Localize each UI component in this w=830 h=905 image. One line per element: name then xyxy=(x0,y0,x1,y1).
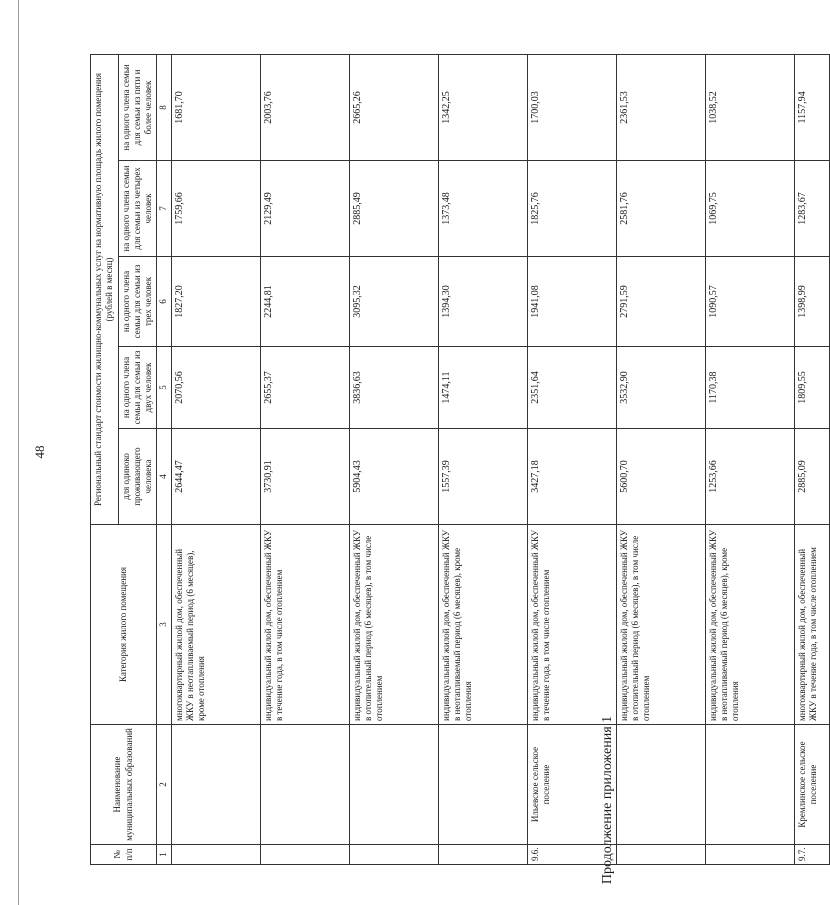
value-family-4: 1283,67 xyxy=(794,161,829,257)
value-family-5plus: 1038,52 xyxy=(705,54,794,160)
column-index: 7 xyxy=(157,161,171,257)
value-single: 1557,39 xyxy=(438,429,527,525)
value-family-4: 1825,76 xyxy=(527,161,616,257)
housing-category: индивидуальный жилой дом, обеспеченный ЖКУ в неотапливаемый период (6 месяцев), кроме отопления xyxy=(438,525,527,725)
table-row xyxy=(616,54,705,864)
column-index: 6 xyxy=(157,257,171,347)
header-col4: для одиноко проживающего человека xyxy=(118,429,157,525)
value-family-2: 3532,90 xyxy=(616,347,705,429)
value-family-5plus: 2003,76 xyxy=(260,54,349,160)
table-row xyxy=(794,54,829,864)
row-number xyxy=(438,845,527,865)
row-number: 9.6. xyxy=(527,845,616,865)
municipality-name: Кремлинское сельское поселение xyxy=(794,725,829,845)
value-family-3: 1941,08 xyxy=(527,257,616,347)
value-family-4: 1069,75 xyxy=(705,161,794,257)
column-index: 3 xyxy=(157,525,171,725)
value-family-4: 2885,49 xyxy=(349,161,438,257)
housing-category: индивидуальный жилой дом, обеспеченный ЖКУ в течение года, в том числе отоплением xyxy=(260,525,349,725)
column-index-row xyxy=(157,54,171,864)
table-row xyxy=(527,54,616,864)
value-single: 2644,47 xyxy=(171,429,260,525)
column-index: 5 xyxy=(157,347,171,429)
value-family-3: 1398,99 xyxy=(794,257,829,347)
header-col8: на одного члена семьи для семьи из пяти и более человек xyxy=(118,54,157,160)
table-row xyxy=(349,54,438,864)
value-family-2: 3836,63 xyxy=(349,347,438,429)
value-family-4: 1373,48 xyxy=(438,161,527,257)
column-index: 1 xyxy=(157,845,171,865)
table-row xyxy=(260,54,349,864)
value-family-3: 1090,57 xyxy=(705,257,794,347)
header-col7: на одного члена семьи для семьи из четырех человек xyxy=(118,161,157,257)
column-index: 2 xyxy=(157,725,171,845)
header-col6: на одного члена семьи для семьи из трех человек xyxy=(118,257,157,347)
housing-category: многоквартирный жилой дом, обеспеченный ЖКУ в течение года, в том числе отоплением xyxy=(794,525,829,725)
value-single: 2885,09 xyxy=(794,429,829,525)
value-family-2: 1170,38 xyxy=(705,347,794,429)
municipality-name xyxy=(171,725,260,845)
value-family-3: 2244,81 xyxy=(260,257,349,347)
header-category: Категория жилого помещения xyxy=(91,525,157,725)
value-family-5plus: 1342,25 xyxy=(438,54,527,160)
value-family-4: 1759,66 xyxy=(171,161,260,257)
value-family-2: 2655,37 xyxy=(260,347,349,429)
value-family-3: 1827,20 xyxy=(171,257,260,347)
row-number xyxy=(349,845,438,865)
housing-category: индивидуальный жилой дом, обеспеченный ЖКУ в течение года, в том числе отоплением xyxy=(527,525,616,725)
header-municipality: Наименование муниципальных образований xyxy=(91,725,157,845)
value-family-2: 1809,55 xyxy=(794,347,829,429)
value-single: 3730,91 xyxy=(260,429,349,525)
value-family-2: 2070,56 xyxy=(171,347,260,429)
municipality-name xyxy=(705,725,794,845)
municipality-name xyxy=(438,725,527,845)
table-row xyxy=(438,54,527,864)
value-family-5plus: 1157,94 xyxy=(794,54,829,160)
page-number: 48 xyxy=(32,445,47,459)
cost-standard-table xyxy=(90,54,830,865)
value-family-4: 2581,76 xyxy=(616,161,705,257)
housing-category: индивидуальный жилой дом, обеспеченный ЖКУ в отопительный период (6 месяцев), в том числе отоплением xyxy=(349,525,438,725)
value-family-5plus: 1700,03 xyxy=(527,54,616,160)
row-number xyxy=(171,845,260,865)
value-family-2: 2351,64 xyxy=(527,347,616,429)
housing-category: индивидуальный жилой дом, обеспеченный ЖКУ в неотапливаемый период (6 месяцев), кроме отопления xyxy=(705,525,794,725)
column-index: 8 xyxy=(157,54,171,160)
value-family-5plus: 2361,53 xyxy=(616,54,705,160)
value-family-5plus: 1681,70 xyxy=(171,54,260,160)
value-single: 3427,18 xyxy=(527,429,616,525)
housing-category: многоквартирный жилой дом, обеспеченный ЖКУ в неотапливаемый период (6 месяцев), кроме отопления xyxy=(171,525,260,725)
table-row xyxy=(171,54,260,864)
value-family-3: 3095,32 xyxy=(349,257,438,347)
value-single: 5904,43 xyxy=(349,429,438,525)
table-row xyxy=(705,54,794,864)
appendix-title: Продолжение приложения 1 xyxy=(600,715,615,885)
header-col5: на одного члена семьи для семьи из двух человек xyxy=(118,347,157,429)
value-single: 1253,66 xyxy=(705,429,794,525)
municipality-name: Ильевское сельское поселение xyxy=(527,725,616,845)
housing-category: индивидуальный жилой дом, обеспеченный ЖКУ в отопительный период (6 месяцев), в том числе отоплением xyxy=(616,525,705,725)
municipality-name xyxy=(260,725,349,845)
row-number xyxy=(616,845,705,865)
municipality-name xyxy=(349,725,438,845)
row-number xyxy=(705,845,794,865)
value-family-4: 2129,49 xyxy=(260,161,349,257)
scan-edge-line xyxy=(18,0,19,905)
row-number: 9.7. xyxy=(794,845,829,865)
value-family-2: 1474,11 xyxy=(438,347,527,429)
value-family-5plus: 2665,26 xyxy=(349,54,438,160)
row-number xyxy=(260,845,349,865)
value-family-3: 1394,30 xyxy=(438,257,527,347)
header-no: № п/п xyxy=(91,845,157,865)
value-family-3: 2791,59 xyxy=(616,257,705,347)
municipality-name xyxy=(616,725,705,845)
value-single: 5600,70 xyxy=(616,429,705,525)
column-index: 4 xyxy=(157,429,171,525)
header-standard-title: Региональный стандарт стоимости жилищно-коммунальных услуг на нормативную площадь жилого помещения (рублей в месяц) xyxy=(91,54,119,524)
